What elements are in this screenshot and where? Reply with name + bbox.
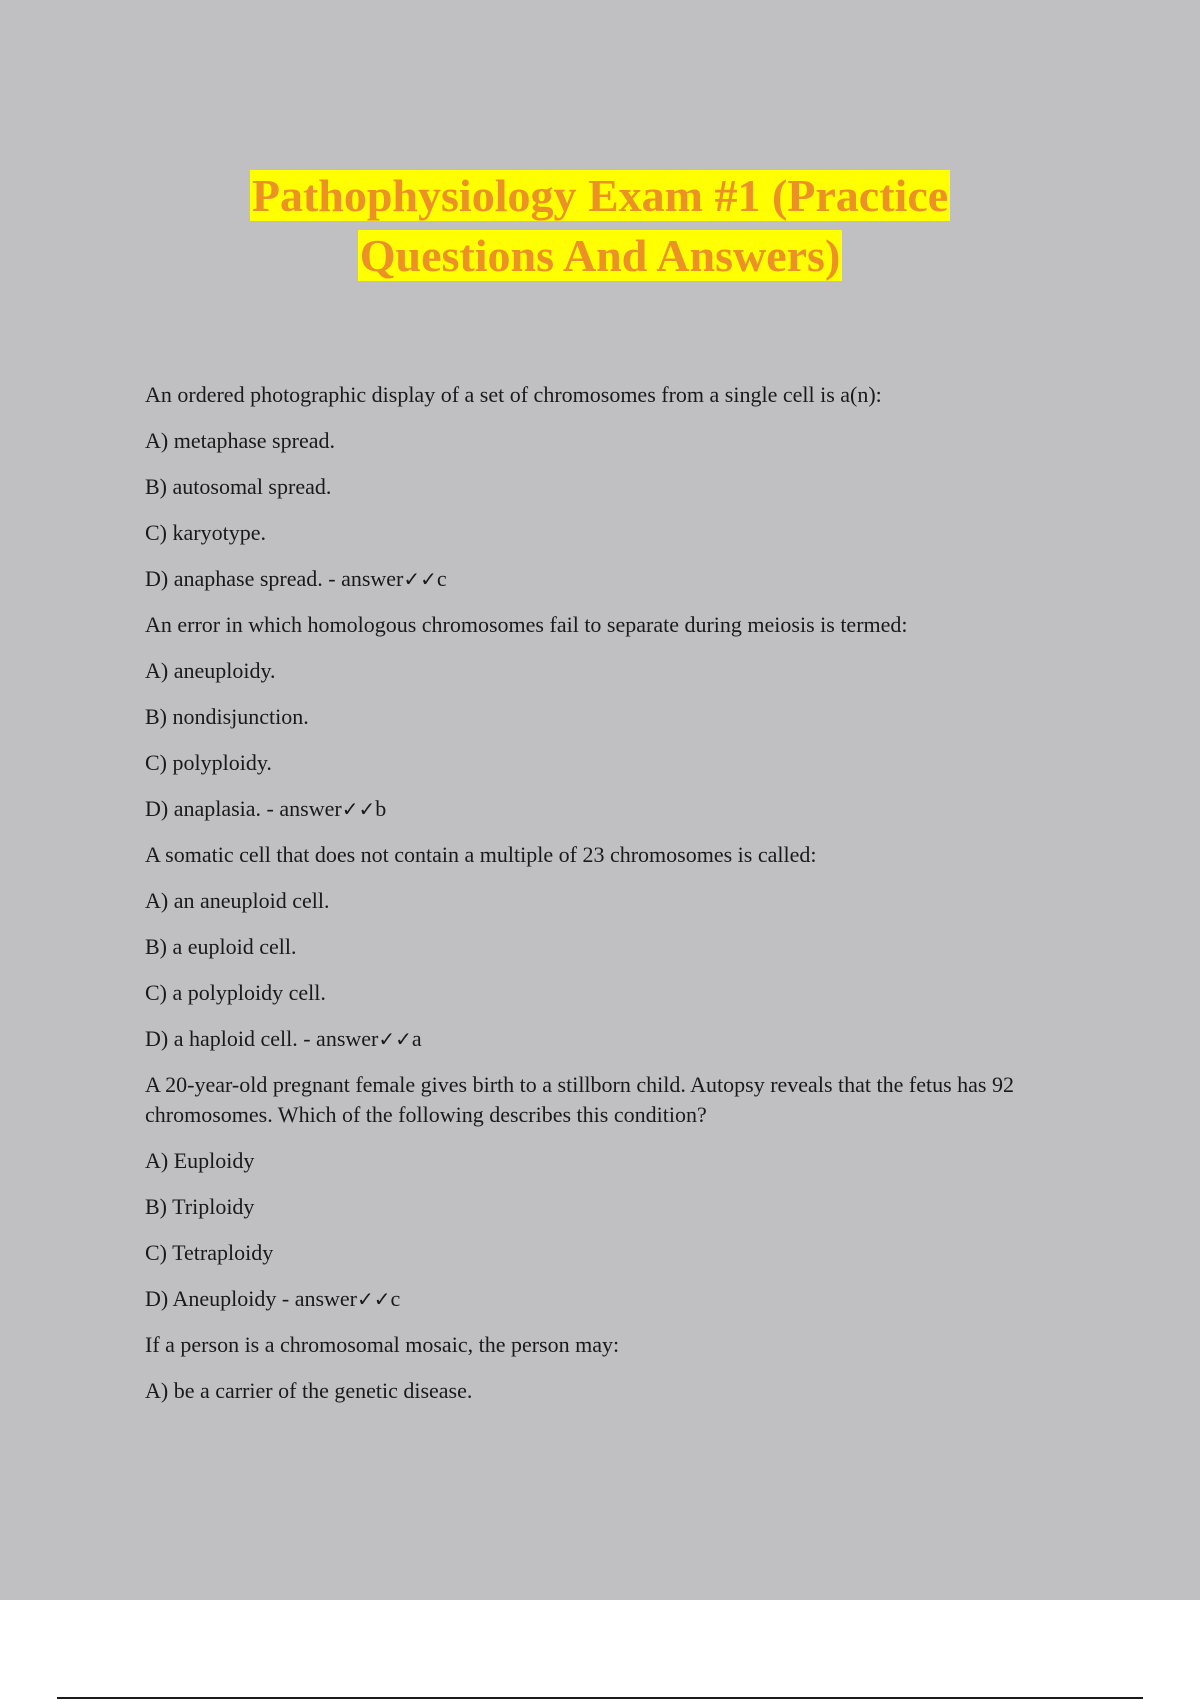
option-a: A) an aneuploid cell. xyxy=(145,888,330,913)
option-c: C) karyotype. xyxy=(145,520,266,545)
option-d-text: D) Aneuploidy - answer xyxy=(145,1286,358,1311)
option-c: C) polyploidy. xyxy=(145,750,272,775)
option-c: C) Tetraploidy xyxy=(145,1240,274,1265)
document-title xyxy=(0,166,1200,286)
option-b: B) autosomal spread. xyxy=(145,474,332,499)
option-a: A) aneuploidy. xyxy=(145,658,276,683)
option-d-with-answer xyxy=(145,1284,1085,1314)
checkmark-icon: ✓✓ xyxy=(357,1287,391,1311)
question-stem: If a person is a chromosomal mosaic, the person may: xyxy=(145,1332,620,1357)
option-d-with-answer xyxy=(145,794,1085,824)
question-stem: A somatic cell that does not contain a multiple of 23 chromosomes is called: xyxy=(145,842,817,867)
option-b: B) Triploidy xyxy=(145,1194,255,1219)
option-b: B) a euploid cell. xyxy=(145,934,297,959)
option-a: A) Euploidy xyxy=(145,1148,255,1173)
answer-letter: c xyxy=(390,1286,401,1311)
checkmark-icon: ✓✓ xyxy=(378,1027,412,1051)
checkmark-icon: ✓✓ xyxy=(341,797,376,821)
option-d-with-answer xyxy=(145,1024,1085,1054)
checkmark-icon: ✓✓ xyxy=(403,567,437,591)
option-c: C) a polyploidy cell. xyxy=(145,980,326,1005)
question-stem: An ordered photographic display of a set of chromosomes from a single cell is a(n): xyxy=(145,382,882,407)
option-d-with-answer xyxy=(145,564,1085,594)
option-d-text: D) a haploid cell. - answer xyxy=(145,1026,379,1051)
option-a: A) metaphase spread. xyxy=(145,428,335,453)
answer-letter: c xyxy=(436,566,447,591)
option-a: A) be a carrier of the genetic disease. xyxy=(145,1378,473,1403)
option-d-text: D) anaplasia. - answer xyxy=(145,796,342,821)
answer-letter: a xyxy=(411,1026,422,1051)
title-line-1: Pathophysiology Exam #1 (Practice xyxy=(251,170,949,221)
option-d-text: D) anaphase spread. - answer xyxy=(145,566,404,591)
question-list xyxy=(145,380,1085,1422)
footer-divider xyxy=(57,1697,1143,1699)
option-b: B) nondisjunction. xyxy=(145,704,309,729)
question-stem: An error in which homologous chromosomes fail to separate during meiosis is termed: xyxy=(145,612,908,637)
question-stem: A 20-year-old pregnant female gives birth to a stillborn child. Autopsy reveals that the fetus has 92 chromosomes. Which of the following describes this condition? xyxy=(145,1072,1014,1127)
title-line-2: Questions And Answers) xyxy=(359,230,841,281)
answer-letter: b xyxy=(375,796,387,821)
